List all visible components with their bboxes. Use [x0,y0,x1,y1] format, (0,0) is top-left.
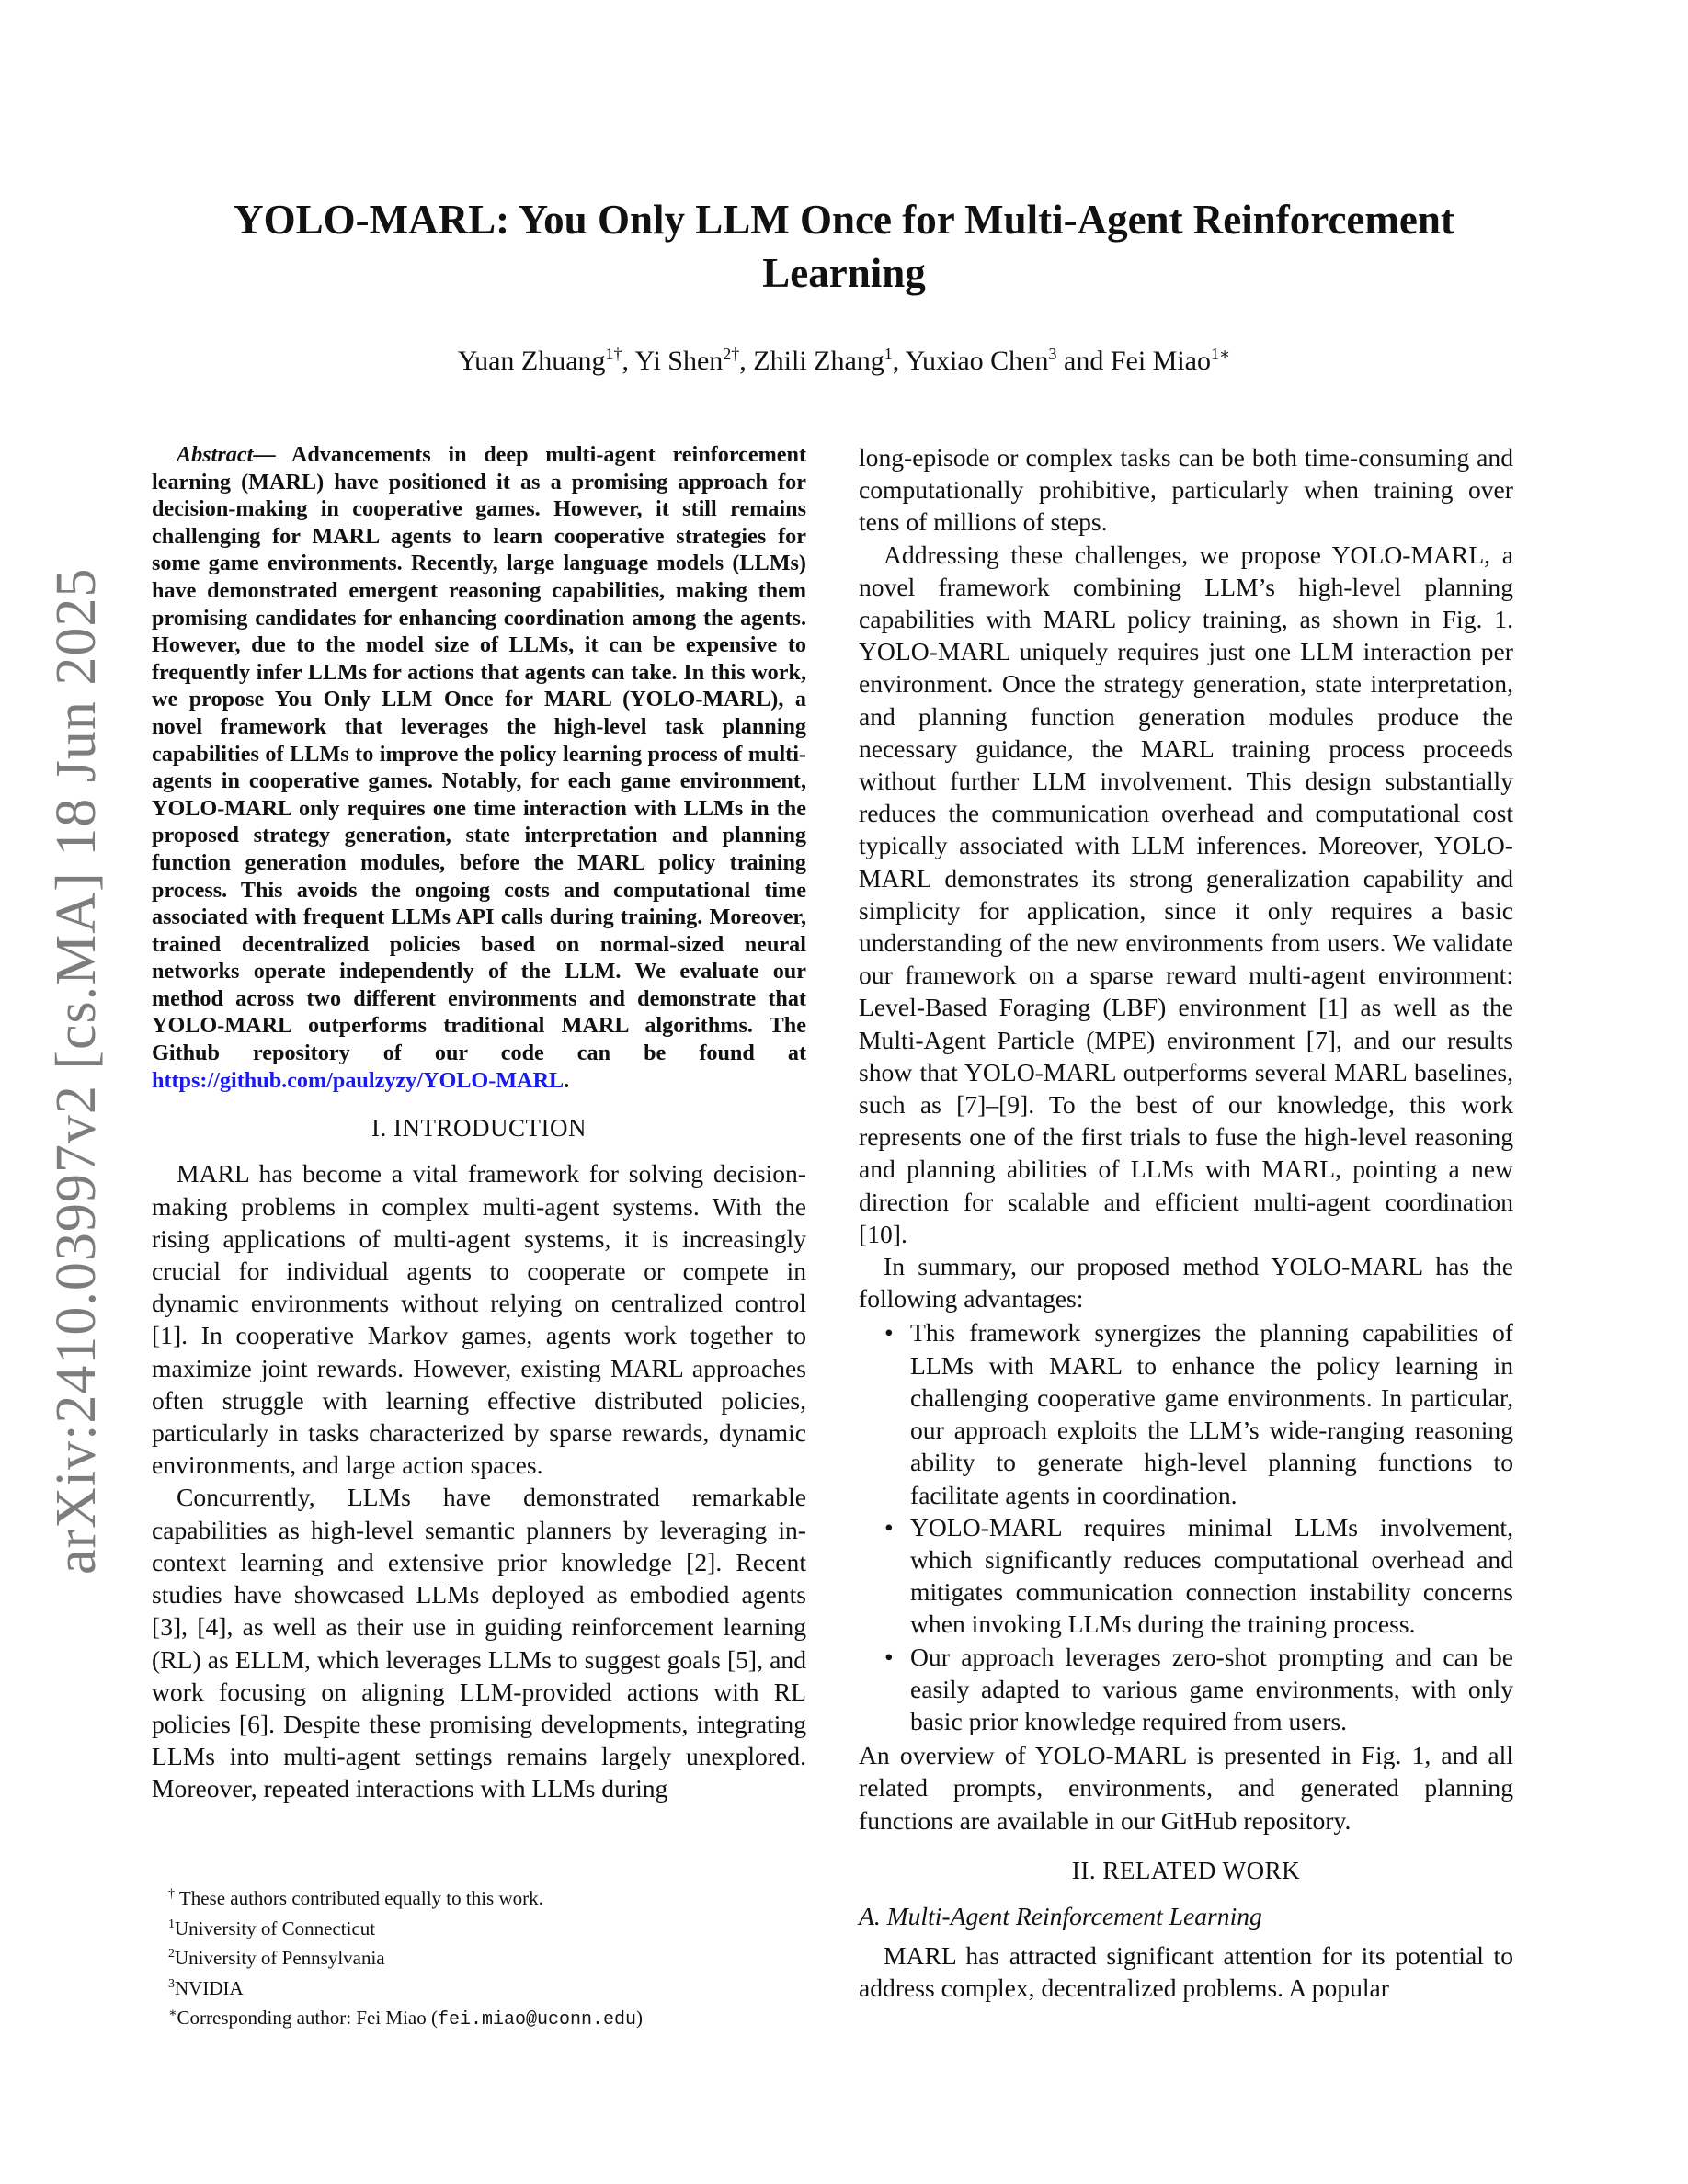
author-name: Zhili Zhang [753,346,884,376]
bullet-icon: • [884,1642,894,1671]
footnote-text: These authors contributed equally to this work. [175,1887,543,1909]
abstract [152,441,806,1094]
body-paragraph: MARL has attracted significant attention for its potential to address complex, decentralized problems. A popular [859,1941,1513,2003]
footnote-mark: † [168,1887,175,1901]
related-work-heading: II. RELATED WORK [1071,1856,1301,1884]
author-name: Yuan Zhuang [457,346,606,376]
abstract-label: Abstract [177,442,254,467]
author-affiliation-mark: 2† [723,345,740,363]
abstract-end: . [564,1067,570,1093]
author-email-link[interactable]: fei.miao@uconn.edu [437,2009,637,2030]
author-name: Yi Shen [634,346,724,376]
list-item-text: YOLO-MARL requires minimal LLMs involvement, which significantly reduces computational overhead and mitigates communication connection instability concerns when invoking LLMs during the training process. [910,1512,1513,1639]
body-paragraph: An overview of YOLO-MARL is presented in Fig. 1, and all related prompts, environments, and generated planning functions are available in our GitHub repository. [859,1741,1513,1835]
footnote-mark: 1 [168,1917,175,1931]
intro-paragraph: MARL has become a vital framework for solving decision-making problems in complex multi-agent systems. With the rising applications of multi-agent systems, it is increasingly crucial for individual agents to cooperate or compete in dynamic environments without relying on centralized control [1]. In cooperative Markov games, agents work together to maximize joint rewards. However, existing MARL approaches often struggle with learning effective distributed policies, particularly in tasks characterized by sparse rewards, dynamic environments, and large action spaces. [152,1159,806,1480]
footnote-affiliation [168,1972,812,2002]
abstract-dash: — [253,442,291,467]
list-item [859,1511,1513,1641]
github-link[interactable]: https://github.com/paulzyzy/YOLO-MARL [152,1067,565,1093]
author-name: Fei Miao [1110,346,1211,376]
paper-title: YOLO-MARL: You Only LLM Once for Multi-Agent Reinforcement Learning [234,197,1454,296]
footnote-equal-contribution [168,1882,812,1912]
arxiv-side-stamp: arXiv:2410.03997v2 [cs.MA] 18 Jun 2025 [45,567,108,1575]
bullet-icon: • [884,1318,894,1348]
abstract-text: Advancements in deep multi-agent reinforcement learning (MARL) have positioned it as a promising approach for decision-making in cooperative games. However, it still remains challenging for MARL agents to learn cooperative strategies for some game environments. Recently, large language models (LLMs) have demonstrated emergent reasoning capabilities, making them promising candidates for enhancing coordination among the agents. However, due to the model size of LLMs, it can be expensive to frequently infer LLMs for actions that agents can take. In this work, we propose You Only LLM Once for MARL (YOLO-MARL), a novel framework that leverages the high-level task planning capabilities of LLMs to improve the policy learning process of multi-agents in cooperative games. Notably, for each game environment, YOLO-MARL only requires one time interaction with LLMs in the proposed strategy generation, state interpretation and planning function generation modules, before the MARL policy training process. This avoids the ongoing costs and computational time associated with frequent LLMs API calls during training. Moreover, trained decentralized policies based on normal-sized neural networks operate independently of the LLM. We evaluate our method across two different environments and demonstrate that YOLO-MARL outperforms traditional MARL algorithms. The Github repository of our code can be found at [152,442,806,1066]
footnote-text: University of Pennsylvania [175,1947,385,1969]
footnotes [168,1882,812,2034]
author-name: Yuxiao Chen [905,346,1049,376]
footnote-text: Corresponding author: Fei Miao ( [177,2007,438,2029]
footnote-affiliation [168,1941,812,1972]
footnote-mark: 2 [168,1947,175,1961]
list-item-text: Our approach leverages zero-shot prompting and can be easily adapted to various game environments, with only basic prior knowledge required from users. [910,1642,1513,1735]
footnote-mark: ∗ [168,2007,177,2020]
list-item [859,1641,1513,1738]
right-column [859,441,1513,2005]
body-paragraph: Addressing these challenges, we propose YOLO-MARL, a novel framework combining LLM’s high-level planning capabilities with MARL policy training, as shown in Fig. 1. YOLO-MARL uniquely requires just one LLM interaction per environment. Once the strategy generation, state interpretation, and planning function generation modules produce the necessary guidance, the MARL training process proceeds without further LLM involvement. This design substantially reduces the communication overhead and computational cost typically associated with LLM inferences. Moreover, YOLO-MARL demonstrates its strong generalization capability and simplicity for application, since it only requires a basic understanding of the new environments from users. We validate our framework on a sparse reward multi-agent environment: Level-Based Foraging (LBF) environment [1] as well as the Multi-Agent Particle (MPE) environment [7], and our results show that YOLO-MARL outperforms several MARL baselines, such as [7]–[9]. To the best of our knowledge, this work represents one of the first trials to fuse the high-level reasoning and planning abilities of LLMs with MARL, pointing a new direction for scalable and efficient multi-agent coordination [10]. [859,540,1513,1248]
list-item [859,1316,1513,1510]
footnote-text: ) [636,2007,644,2029]
introduction-heading: I. INTRODUCTION [371,1114,587,1143]
left-column [152,441,806,1805]
author-separator: and [1056,346,1111,376]
body-paragraph: In summary, our proposed method YOLO-MARL has the following advantages: [859,1252,1513,1314]
author-separator: , [622,346,635,376]
footnote-corresponding-author [168,2001,812,2034]
footnote-mark: 3 [168,1976,175,1991]
subsection-heading: A. Multi-Agent Reinforcement Learning [859,1901,1262,1930]
body-paragraph: long-episode or complex tasks can be both time-consuming and computationally prohibitive, particularly when training over tens of millions of steps. [859,443,1513,537]
intro-paragraph: Concurrently, LLMs have demonstrated remarkable capabilities as high-level semantic planners by leveraging in-context learning and extensive prior knowledge [2]. Recent studies have showcased LLMs deployed as embodied agents [3], [4], as well as their use in guiding reinforcement learning (RL) as ELLM, which leverages LLMs to suggest goals [5], and work focusing on aligning LLM-provided actions with RL policies [6]. Despite these promising developments, integrating LLMs into multi-agent settings remains largely unexplored. Moreover, repeated interactions with LLMs during [152,1483,806,1803]
footnote-affiliation [168,1912,812,1942]
bullet-icon: • [884,1512,894,1541]
footnote-text: NVIDIA [175,1976,244,1999]
author-separator: , [892,346,906,376]
advantages-list [859,1316,1513,1737]
author-separator: , [739,346,754,376]
author-affiliation-mark: 1† [605,345,622,363]
author-affiliation-mark: 1 [884,345,893,363]
author-affiliation-mark: 3 [1048,345,1057,363]
author-list [165,345,1523,377]
author-affiliation-mark: 1∗ [1211,345,1231,363]
footnote-text: University of Connecticut [175,1917,376,1939]
list-item-text: This framework synergizes the planning capabilities of LLMs with MARL to enhance the policy learning in challenging cooperative game environments. In particular, our approach exploits the LLM’s wide-ranging reasoning ability to generate high-level planning functions to facilitate agents in coordination. [910,1318,1513,1509]
